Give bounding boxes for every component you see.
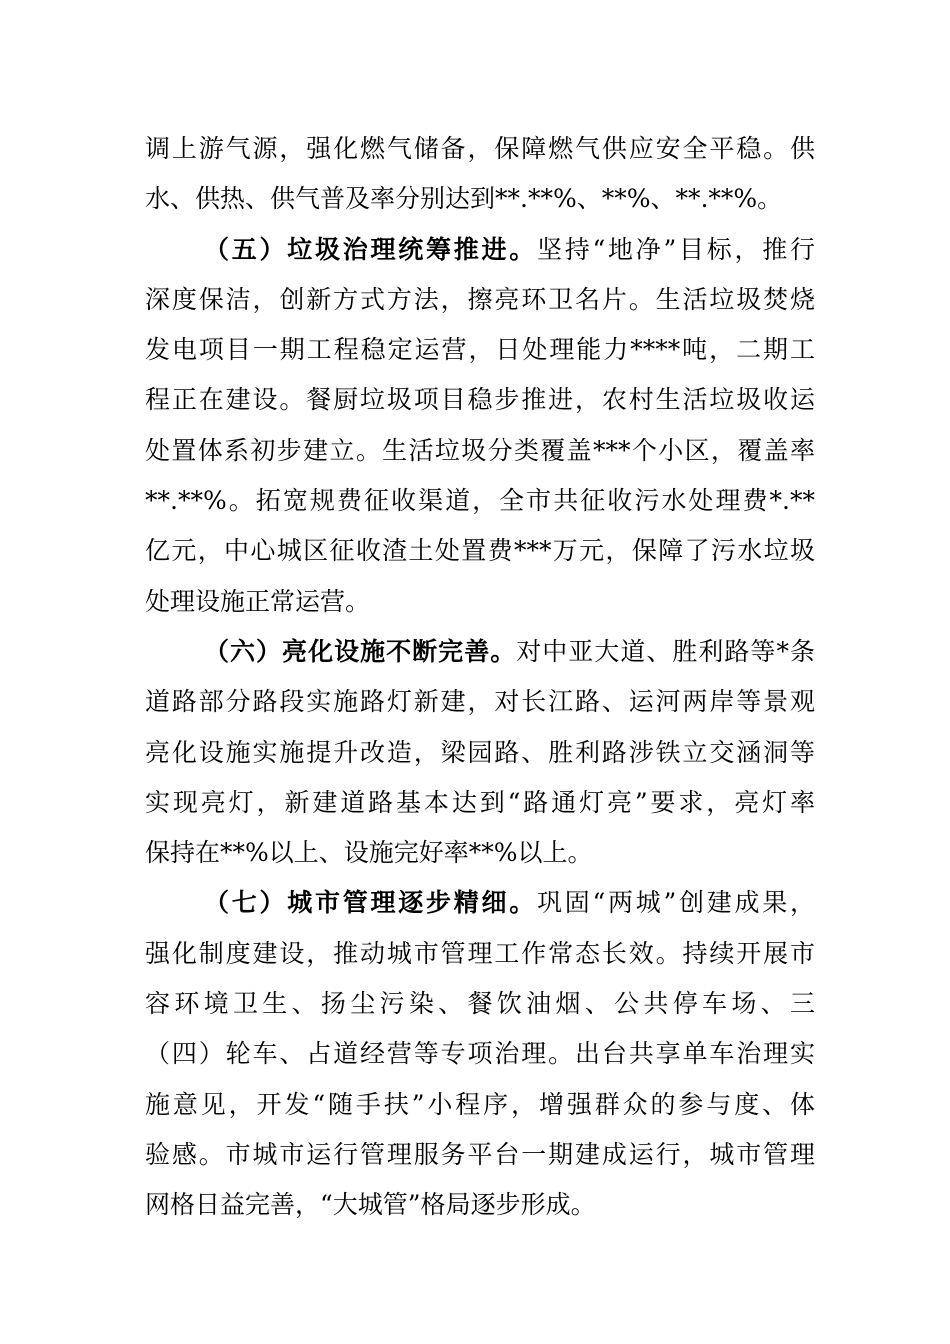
text-line: 保持在**%以上、设施完好率**%以上。: [145, 838, 593, 868]
section-6-intro: 对中亚大道、胜利路等*条: [516, 636, 815, 666]
text-line: 容环境卫生、扬尘污染、餐饮油烟、公共停车场、三: [145, 989, 815, 1019]
section-7-first-line: [145, 878, 815, 928]
text-line: 验感。市城市运行管理服务平台一期建成运行，城市管理: [145, 1139, 815, 1169]
text-line: 调上游气源，强化燃气储备，保障燃气供应安全平稳。供: [145, 134, 815, 163]
body-text: [145, 124, 815, 1231]
section-6-heading: （六）亮化设施不断完善。: [204, 636, 517, 666]
text-line: 施意见，开发“随手扶”小程序，增强群众的参与度、体: [145, 1089, 815, 1119]
text-line: 水、供热、供气普及率分别达到**.**%、**%、**.**%。: [145, 184, 783, 214]
text-line: 实现亮灯，新建道路基本达到“路通灯亮”要求，亮灯率: [145, 787, 815, 817]
section-6-first-line: [145, 627, 815, 677]
text-line: 深度保洁，创新方式方法，擦亮环卫名片。生活垃圾焚烧: [145, 284, 815, 314]
text-line: **.**%。拓宽规费征收渠道，全市共征收污水处理费*.**: [145, 486, 815, 516]
text-line: 发电项目一期工程稳定运营，日处理能力****吨，二期工: [145, 335, 815, 365]
text-line: 道路部分路段实施路灯新建，对长江路、运河两岸等景观: [145, 687, 815, 717]
text-line: 处理设施正常运营。: [145, 586, 371, 616]
text-line: 强化制度建设，推动城市管理工作常态长效。持续开展市: [145, 938, 815, 968]
text-line: 处置体系初步建立。生活垃圾分类覆盖***个小区，覆盖率: [145, 435, 815, 465]
section-7-heading: （七）城市管理逐步精细。: [204, 888, 537, 918]
section-5-intro: 坚持“地净”目标，推行: [536, 234, 815, 264]
text-line: （四）轮车、占道经营等专项治理。出台共享单车治理实: [145, 1039, 815, 1069]
text-line: 程正在建设。餐厨垃圾项目稳步推进，农村生活垃圾收运: [145, 385, 815, 415]
section-5-first-line: [145, 225, 815, 275]
text-line: 亮化设施实施提升改造，梁园路、胜利路涉铁立交涵洞等: [145, 737, 815, 767]
text-line: 网格日益完善，“大城管”格局逐步形成。: [145, 1190, 596, 1220]
text-line: 亿元，中心城区征收渣土处置费***万元，保障了污水垃圾: [145, 536, 815, 566]
section-7-intro: 巩固“两城”创建成果，: [536, 888, 815, 918]
section-5-heading: （五）垃圾治理统筹推进。: [204, 234, 537, 264]
